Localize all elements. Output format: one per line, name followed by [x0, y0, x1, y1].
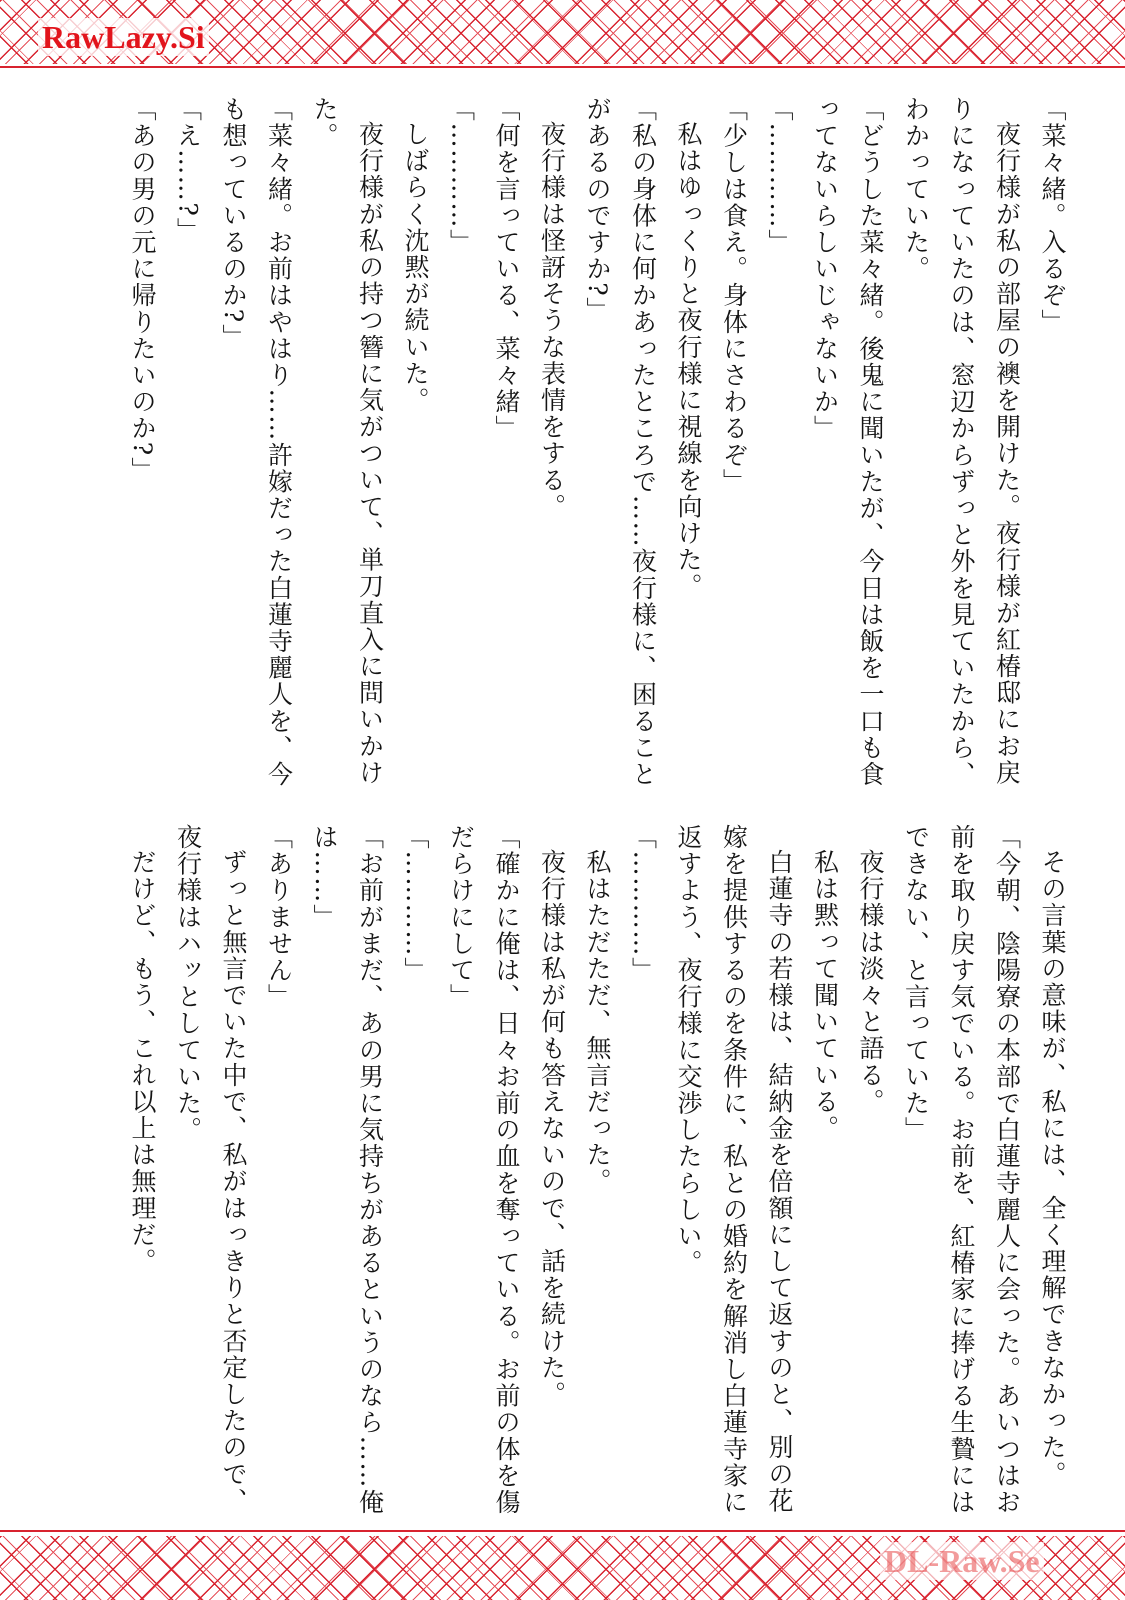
text-line: 「今朝、陰陽寮の本部で白蓮寺麗人に会った。あいつはお前を取り戻す気でいる。お前を、紅椿家に捧げる生贄にはできない、と言っていた」: [901, 824, 1022, 1516]
text-line: 夜行様は怪訝そうな表情をする。: [537, 121, 567, 520]
text-line: 夜行様が私の持つ簪に気がついて、単刀直入に問いかけた。: [310, 96, 385, 786]
text-line: 「どうした菜々緒。後鬼に聞いたが、今日は飯を一口も食ってないらしいじゃないか」: [810, 96, 885, 788]
text-line: その言葉の意味が、私には、全く理解できなかった。: [1038, 849, 1067, 1488]
watermark-top: RawLazy.Si: [38, 18, 209, 56]
text-line: 私はただただ、無言だった。: [583, 849, 612, 1195]
watermark-bottom: DL-Raw.Se: [880, 1542, 1044, 1580]
text-line: 「菜々緒。入るぞ」: [1038, 96, 1067, 336]
text-line: だけど、もう、これ以上は無理だ。: [128, 849, 157, 1275]
border-divider-bottom: [0, 1530, 1125, 1532]
text-line: しばらく沈黙が続いた。: [401, 121, 430, 414]
border-divider-top: [0, 66, 1125, 68]
text-line: 夜行様は私が何も答えないので、話を続けた。: [537, 849, 567, 1408]
text-line: 「何を言っている、菜々緒」: [492, 96, 521, 442]
text-line: 白蓮寺の若様は、結納金を倍額にして返すのと、別の花嫁を提供するのを条件に、私との婚約を解消し白蓮寺家に返すよう、夜行様に交渉したらしい。: [674, 824, 794, 1516]
text-line: 「…………」: [446, 96, 476, 256]
text-line: 夜行様が私の部屋の襖を開けた。夜行様が紅椿邸にお戻りになっていたのは、窓辺からずっと外を見ていたから、わかっていた。: [901, 96, 1022, 788]
text-line: 夜行様は淡々と語る。: [856, 849, 885, 1115]
text-block-top: [45, 96, 1075, 791]
text-line: 「…………」: [765, 96, 794, 256]
text-line: 私はゆっくりと夜行様に視線を向けた。: [674, 121, 703, 600]
text-line: 「…………」: [628, 824, 658, 984]
text-line: 「ありません」: [264, 824, 294, 1011]
text-line: 「私の身体に何かあったところで……夜行様に、困ることがあるのですか?」: [583, 96, 658, 788]
text-line: 「菜々緒。お前はやはり……許嫁だった白蓮寺麗人を、今も想っているのか?」: [219, 96, 294, 788]
text-block-bottom: [45, 824, 1075, 1519]
text-line: 「え……?」: [173, 96, 203, 245]
text-line: ずっと無言でいた中で、私がはっきりと否定したので、夜行様はハッとしていた。: [173, 824, 248, 1514]
text-line: 「少しは食え。身体にさわるぞ」: [719, 96, 749, 495]
text-line: 「確かに俺は、日々お前の血を奪っている。お前の体を傷だらけにして」: [446, 824, 521, 1516]
text-line: 「お前がまだ、あの男に気持ちがあるというのなら……俺は……」: [310, 824, 385, 1516]
text-line: 「…………」: [401, 824, 430, 984]
text-line: 「あの男の元に帰りたいのか?」: [128, 96, 157, 484]
text-line: 私は黙って聞いている。: [810, 849, 840, 1142]
